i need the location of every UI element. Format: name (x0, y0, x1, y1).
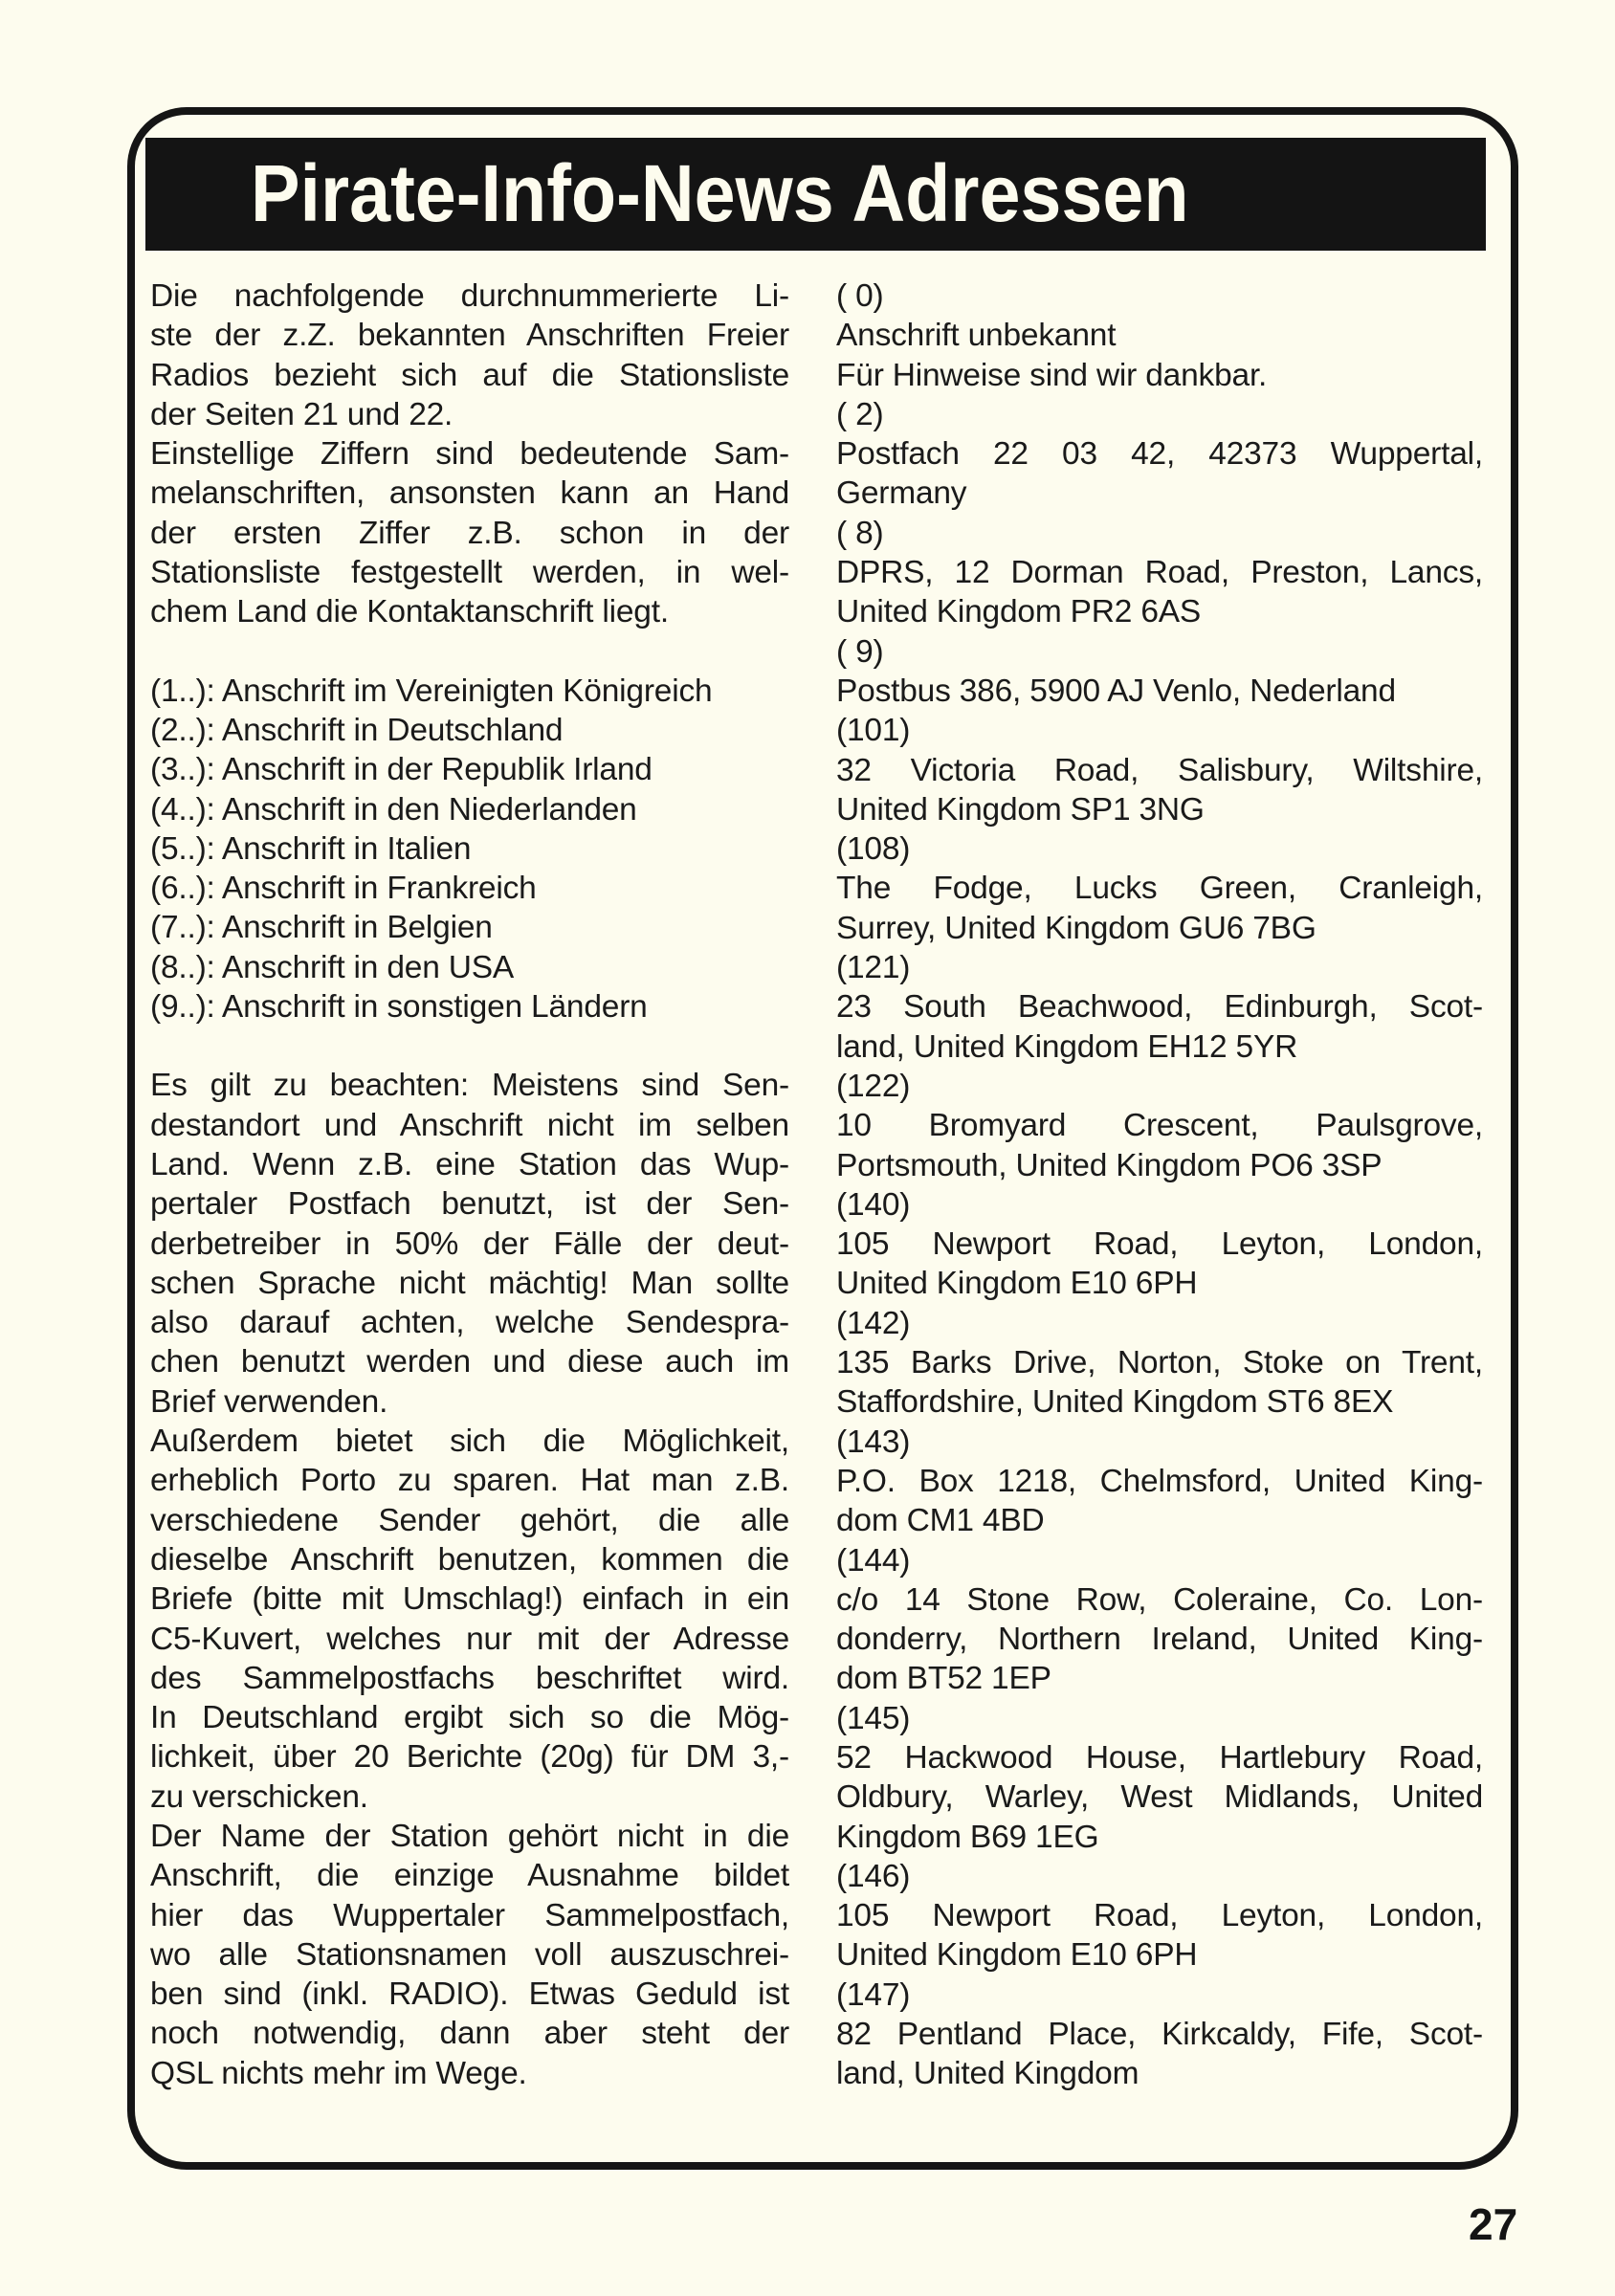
text-line: In Deutschland ergibt sich so die Mög- (150, 1700, 789, 1736)
address-entry (836, 1976, 1483, 2094)
text-line: Die nachfolgende durchnummerierte Li- (150, 278, 789, 314)
text-line: DPRS, 12 Dorman Road, Preston, Lancs, (836, 555, 1483, 591)
intro-paragraph (150, 276, 789, 632)
text-line: Radios bezieht sich auf die Stationsliste (150, 357, 789, 393)
text-line: lichkeit, über 20 Berichte (20g) für DM 3,- (150, 1739, 789, 1776)
address-entry (836, 1541, 1483, 1699)
address-id: (101) (836, 713, 911, 749)
text-line: pertaler Postfach benutzt, ist der Sen- (150, 1186, 789, 1223)
text-line: Brief verwenden. (150, 1383, 388, 1420)
text-line: P.O. Box 1218, Chelmsford, United King- (836, 1463, 1483, 1499)
left-column (150, 276, 789, 2093)
text-line: derbetreiber in 50% der Fälle der deut- (150, 1225, 789, 1262)
address-id: (143) (836, 1424, 911, 1460)
text-line: des Sammelpostfachs beschriftet wird. (150, 1660, 789, 1696)
text-line: 105 Newport Road, Leyton, London, (836, 1898, 1483, 1934)
text-line: land, United Kingdom (836, 2056, 1139, 2092)
text-line: dieselbe Anschrift benutzen, kommen die (150, 1541, 789, 1578)
text-line: (8..): Anschrift in den USA (150, 949, 515, 985)
address-entry (836, 711, 1483, 829)
address-entry (836, 632, 1483, 712)
country-code-list (150, 672, 789, 1027)
address-id: ( 8) (836, 515, 884, 551)
address-entry (836, 1423, 1483, 1541)
text-line: (9..): Anschrift in sonstigen Ländern (150, 989, 648, 1026)
text-line: also darauf achten, welche Sendespra- (150, 1305, 789, 1341)
right-column (836, 276, 1483, 2094)
text-line: melanschriften, ansonsten kann an Hand (150, 475, 789, 512)
address-id: (147) (836, 1976, 911, 2013)
address-id: ( 0) (836, 278, 884, 314)
address-entry (836, 1304, 1483, 1423)
address-id: (144) (836, 1542, 911, 1578)
text-line: land, United Kingdom EH12 5YR (836, 1028, 1298, 1065)
text-line: Kingdom B69 1EG (836, 1819, 1099, 1855)
text-line: Oldbury, Warley, West Midlands, United (836, 1779, 1483, 1816)
address-entry (836, 1185, 1483, 1304)
text-line: erheblich Porto zu sparen. Hat man z.B. (150, 1463, 789, 1499)
text-line: ben sind (inkl. RADIO). Etwas Geduld ist (150, 1976, 789, 2013)
text-line: dom CM1 4BD (836, 1503, 1045, 1539)
text-line: der ersten Ziffer z.B. schon in der (150, 515, 789, 551)
spacer (150, 632, 789, 672)
address-id: (122) (836, 1068, 911, 1104)
text-line: Postbus 386, 5900 AJ Venlo, Nederland (836, 673, 1396, 709)
text-line: United Kingdom E10 6PH (836, 1266, 1198, 1302)
text-line: Für Hinweise sind wir dankbar. (836, 357, 1268, 393)
text-line: destandort und Anschrift nicht im selben (150, 1107, 789, 1143)
text-line: schen Sprache nicht mächtig! Man sollte (150, 1265, 789, 1301)
text-line: The Fodge, Lucks Green, Cranleigh, (836, 871, 1483, 907)
text-line: United Kingdom PR2 6AS (836, 594, 1202, 630)
address-entry (836, 1699, 1483, 1857)
address-entry (836, 829, 1483, 948)
text-line: 10 Bromyard Crescent, Paulsgrove, (836, 1108, 1483, 1144)
address-entry (836, 395, 1483, 514)
text-line: hier das Wuppertaler Sammelpostfach, (150, 1897, 789, 1933)
title-banner (145, 138, 1486, 251)
text-line: donderry, Northern Ireland, United King- (836, 1622, 1483, 1658)
address-id: (140) (836, 1186, 911, 1223)
notes-paragraph (150, 1066, 789, 2093)
text-line: 52 Hackwood House, Hartlebury Road, (836, 1739, 1483, 1776)
text-line: (5..): Anschrift in Italien (150, 830, 472, 867)
text-line: Postfach 22 03 42, 42373 Wuppertal, (836, 436, 1483, 473)
address-entry (836, 276, 1483, 395)
text-line: Anschrift, die einzige Ausnahme bildet (150, 1858, 789, 1894)
text-line: Außerdem bietet sich die Möglichkeit, (150, 1424, 789, 1460)
text-line: noch notwendig, dann aber steht der (150, 2016, 789, 2052)
text-line: 23 South Beachwood, Edinburgh, Scot- (836, 989, 1483, 1026)
text-line: QSL nichts mehr im Wege. (150, 2055, 527, 2091)
text-line: (2..): Anschrift in Deutschland (150, 712, 564, 748)
address-entry (836, 948, 1483, 1067)
text-line: 105 Newport Road, Leyton, London, (836, 1226, 1483, 1263)
text-line: (1..): Anschrift im Vereinigten Königreich (150, 673, 713, 709)
text-line: C5-Kuvert, welches nur mit der Adresse (150, 1621, 789, 1657)
page-title: Pirate-Info-News Adressen (251, 148, 1189, 238)
text-line: Stationsliste festgestellt werden, in wel- (150, 555, 789, 591)
text-line: Einstellige Ziffern sind bedeutende Sam- (150, 436, 789, 473)
text-line: wo alle Stationsnamen voll auszuschrei- (150, 1936, 789, 1973)
text-line: Staffordshire, United Kingdom ST6 8EX (836, 1384, 1394, 1421)
text-line: (7..): Anschrift in Belgien (150, 910, 493, 946)
address-id: (142) (836, 1305, 911, 1341)
text-line: verschiedene Sender gehört, die alle (150, 1502, 789, 1538)
text-line: chem Land die Kontaktanschrift liegt. (150, 594, 669, 630)
text-line: United Kingdom E10 6PH (836, 1937, 1198, 1974)
text-line: Germany (836, 475, 967, 512)
address-id: ( 9) (836, 633, 884, 670)
text-line: c/o 14 Stone Row, Coleraine, Co. Lon- (836, 1581, 1483, 1618)
spacer (150, 1027, 789, 1066)
text-line: Surrey, United Kingdom GU6 7BG (836, 910, 1316, 946)
text-line: Portsmouth, United Kingdom PO6 3SP (836, 1147, 1383, 1183)
text-line: Der Name der Station gehört nicht in die (150, 1818, 789, 1854)
address-list (836, 276, 1483, 2094)
text-line: 82 Pentland Place, Kirkcaldy, Fife, Scot- (836, 2017, 1483, 2053)
page-number: 27 (1469, 2199, 1518, 2249)
address-entry (836, 1067, 1483, 1185)
text-line: United Kingdom SP1 3NG (836, 791, 1205, 828)
text-line: (4..): Anschrift in den Niederlanden (150, 791, 637, 828)
address-id: (146) (836, 1858, 911, 1894)
text-line: 135 Barks Drive, Norton, Stoke on Trent, (836, 1345, 1483, 1381)
text-line: Briefe (bitte mit Umschlag!) einfach in ein (150, 1581, 789, 1618)
text-line: Anschrift unbekannt (836, 318, 1117, 354)
text-line: der Seiten 21 und 22. (150, 396, 454, 432)
text-line: zu verschicken. (150, 1778, 368, 1815)
text-line: dom BT52 1EP (836, 1661, 1051, 1697)
address-id: (108) (836, 831, 911, 868)
text-line: (6..): Anschrift in Frankreich (150, 871, 537, 907)
text-line: Land. Wenn z.B. eine Station das Wup- (150, 1146, 789, 1182)
text-line: ste der z.Z. bekannten Anschriften Freier (150, 318, 789, 354)
text-line: Es gilt zu beachten: Meistens sind Sen- (150, 1068, 789, 1104)
address-id: ( 2) (836, 396, 884, 432)
text-line: chen benutzt werden und diese auch im (150, 1344, 789, 1380)
text-line: 32 Victoria Road, Salisbury, Wiltshire, (836, 752, 1483, 788)
address-entry (836, 1857, 1483, 1976)
address-id: (121) (836, 950, 911, 986)
text-line: (3..): Anschrift in der Republik Irland (150, 752, 653, 788)
address-entry (836, 514, 1483, 632)
address-id: (145) (836, 1700, 911, 1736)
